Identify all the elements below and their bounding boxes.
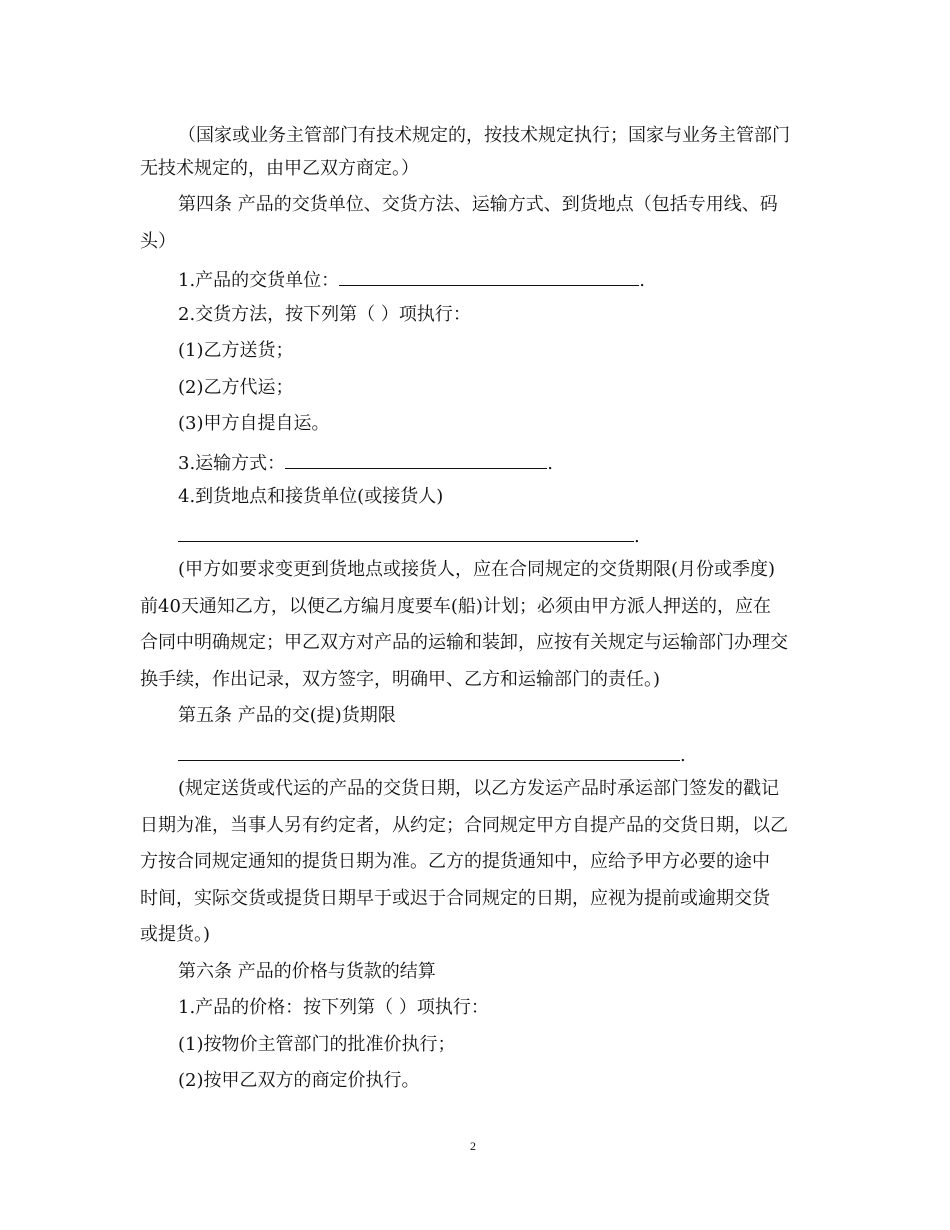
price-option-1: (1)按物价主管部门的批准价执行； bbox=[178, 1034, 456, 1055]
article-6-heading: 第六条 产品的价格与货款的结算 bbox=[178, 961, 436, 982]
delivery-period-blank-line bbox=[178, 742, 686, 764]
text-line-2: 无技术规定的，由甲乙双方商定。） bbox=[140, 158, 419, 179]
text-line-24: 时间，实际交货或提货日期早于或迟于合同规定的日期，应视为提前或逾期交货 bbox=[140, 888, 770, 909]
arrival-place-period: . bbox=[634, 526, 640, 547]
article-4-heading: 第四条 产品的交货单位、交货方法、运输方式、到货地点（包括专用线、码 bbox=[178, 194, 778, 215]
arrival-place-blank[interactable] bbox=[178, 523, 634, 542]
text-line-18: 换手续，作出记录，双方签字，明确甲、乙方和运输部门的责任。) bbox=[140, 669, 661, 690]
price-line: 1.产品的价格：按下列第（ ）项执行： bbox=[178, 997, 489, 1018]
text-line-17: 合同中明确规定；甲乙双方对产品的运输和装卸，应按有关规定与运输部门办理交 bbox=[140, 632, 788, 653]
page-number: 2 bbox=[470, 1139, 476, 1153]
transport-mode-label: 3.运输方式： bbox=[178, 453, 286, 474]
arrival-place-line: 4.到货地点和接货单位(或接货人) bbox=[178, 486, 444, 507]
arrival-place-blank-line bbox=[178, 523, 640, 545]
delivery-unit-line bbox=[178, 267, 645, 289]
text-line-15: (甲方如要求变更到货地点或接货人，应在合同规定的交货期限(月份或季度) bbox=[178, 559, 776, 580]
price-option-2: (2)按甲乙双方的商定价执行。 bbox=[178, 1070, 420, 1091]
delivery-period-blank[interactable] bbox=[178, 742, 680, 761]
article-5-heading: 第五条 产品的交(提)货期限 bbox=[178, 705, 396, 726]
text-line-22: 日期为准，当事人另有约定者，从约定；合同规定甲方自提产品的交货日期，以乙 bbox=[140, 815, 788, 836]
delivery-method-line: 2.交货方法，按下列第（ ）项执行： bbox=[178, 304, 471, 325]
delivery-unit-blank[interactable] bbox=[339, 267, 639, 286]
text-line-16: 前40天通知乙方，以便乙方编月度要车(船)计划；必须由甲方派人押送的，应在 bbox=[140, 596, 771, 617]
article-4-heading-cont: 头） bbox=[140, 231, 176, 252]
delivery-period-period: . bbox=[680, 745, 686, 766]
delivery-unit-period: . bbox=[639, 270, 645, 291]
text-line-23: 方按合同规定通知的提货日期为准。乙方的提货通知中，应给予甲方必要的途中 bbox=[140, 851, 770, 872]
transport-mode-period: . bbox=[547, 453, 553, 474]
delivery-unit-label: 1.产品的交货单位： bbox=[178, 270, 340, 291]
text-line-25: 或提货。) bbox=[140, 924, 211, 945]
option-1-line: (1)乙方送货； bbox=[178, 340, 294, 361]
text-line-21: (规定送货或代运的产品的交货日期，以乙方发运产品时承运部门签发的戳记 bbox=[178, 778, 780, 799]
transport-mode-blank[interactable] bbox=[285, 450, 547, 469]
text-line-1: （国家或业务主管部门有技术规定的，按技术规定执行；国家与业务主管部门 bbox=[178, 125, 790, 146]
transport-mode-line bbox=[178, 450, 553, 472]
option-3-line: (3)甲方自提自运。 bbox=[178, 413, 330, 434]
option-2-line: (2)乙方代运； bbox=[178, 377, 294, 398]
